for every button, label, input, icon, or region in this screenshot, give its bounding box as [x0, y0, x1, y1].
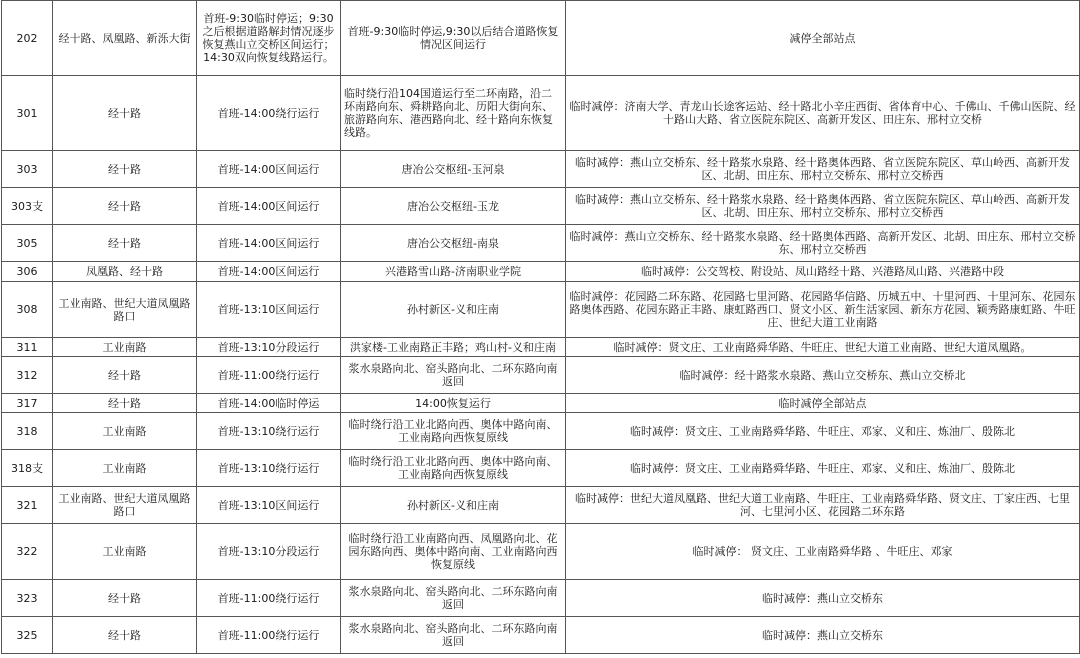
detour-plan: 临时绕行沿104国道运行至二环南路，沿二环南路向东、舜耕路向北、历阳大街向东、旅游路向东、港西路向北、经十路向东恢复线路。	[341, 76, 566, 151]
table-row	[2, 524, 1080, 580]
detour-plan: 临时绕行沿工业北路向西、奥体中路向南、工业南路向西恢复原线	[341, 413, 566, 450]
detour-plan: 临时绕行沿工业南路向西、凤凰路向北、花园东路向西、奥体中路向南、工业南路向西恢复原线	[341, 524, 566, 580]
affected-road: 经十路	[53, 357, 197, 394]
operation-schedule: 首班-13:10分段运行	[197, 524, 341, 580]
operation-schedule: 首班-14:00区间运行	[197, 151, 341, 188]
table-row	[2, 1, 1080, 76]
route-number: 305	[2, 225, 53, 262]
table-row	[2, 282, 1080, 338]
suspended-stops: 临时减停：燕山立交桥东、经十路浆水泉路、经十路奥体西路、高新开发区、北胡、田庄东、邢村立交桥东、邢村立交桥西	[566, 225, 1080, 262]
suspended-stops: 临时减停：花园路二环东路、花园路七里河路、花园路华信路、历城五中、十里河西、十里河东、花园东路奥体西路、花园东路正丰路、康虹路西口、贤文小区、新生活家园、新东方花园、颖秀路康虹路、牛旺庄、世纪大道工业南路	[566, 282, 1080, 338]
table-row	[2, 76, 1080, 151]
operation-schedule: 首班-13:10分段运行	[197, 338, 341, 357]
affected-road: 经十路	[53, 225, 197, 262]
detour-plan: 洪家楼-工业南路正丰路；鸡山村-义和庄南	[341, 338, 566, 357]
table-row	[2, 413, 1080, 450]
operation-schedule: 首班-13:10区间运行	[197, 282, 341, 338]
suspended-stops: 减停全部站点	[566, 1, 1080, 76]
detour-plan: 首班-9:30临时停运,9:30以后结合道路恢复情况区间运行	[341, 1, 566, 76]
route-number: 317	[2, 394, 53, 413]
operation-schedule: 首班-13:10区间运行	[197, 487, 341, 524]
operation-schedule: 首班-11:00绕行运行	[197, 357, 341, 394]
affected-road: 工业南路、世纪大道凤凰路路口	[53, 487, 197, 524]
table-row	[2, 487, 1080, 524]
bus-adjustment-table	[1, 0, 1080, 654]
suspended-stops: 临时减停：燕山立交桥东	[566, 617, 1080, 654]
detour-plan: 兴港路雪山路-济南职业学院	[341, 262, 566, 282]
affected-road: 工业南路、世纪大道凤凰路路口	[53, 282, 197, 338]
detour-plan: 唐冶公交枢纽-南泉	[341, 225, 566, 262]
affected-road: 经十路、凤凰路、新泺大街	[53, 1, 197, 76]
table-row	[2, 262, 1080, 282]
affected-road: 经十路	[53, 617, 197, 654]
route-number: 312	[2, 357, 53, 394]
detour-plan: 孙村新区-义和庄南	[341, 282, 566, 338]
operation-schedule: 首班-13:10绕行运行	[197, 450, 341, 487]
route-number: 325	[2, 617, 53, 654]
affected-road: 工业南路	[53, 338, 197, 357]
suspended-stops: 临时减停：贤文庄、工业南路舜华路、牛旺庄、世纪大道工业南路、世纪大道凤凰路。	[566, 338, 1080, 357]
affected-road: 经十路	[53, 394, 197, 413]
suspended-stops: 临时减停：公交驾校、附设站、凤山路经十路、兴港路凤山路、兴港路中段	[566, 262, 1080, 282]
table-row	[2, 338, 1080, 357]
detour-plan: 临时绕行沿工业北路向西、奥体中路向南、工业南路向西恢复原线	[341, 450, 566, 487]
route-number: 318	[2, 413, 53, 450]
route-number: 308	[2, 282, 53, 338]
suspended-stops: 临时减停：燕山立交桥东	[566, 580, 1080, 617]
table-row	[2, 394, 1080, 413]
table-row	[2, 580, 1080, 617]
affected-road: 工业南路	[53, 450, 197, 487]
route-number: 301	[2, 76, 53, 151]
affected-road: 凤凰路、经十路	[53, 262, 197, 282]
table-row	[2, 357, 1080, 394]
detour-plan: 唐冶公交枢纽-玉河泉	[341, 151, 566, 188]
operation-schedule: 首班-14:00区间运行	[197, 225, 341, 262]
detour-plan: 浆水泉路向北、窑头路向北、二环东路向南返回	[341, 357, 566, 394]
affected-road: 经十路	[53, 188, 197, 225]
detour-plan: 孙村新区-义和庄南	[341, 487, 566, 524]
route-number: 303	[2, 151, 53, 188]
table-row	[2, 225, 1080, 262]
operation-schedule: 首班-14:00区间运行	[197, 188, 341, 225]
operation-schedule: 首班-14:00临时停运	[197, 394, 341, 413]
detour-plan: 14:00恢复运行	[341, 394, 566, 413]
affected-road: 经十路	[53, 151, 197, 188]
affected-road: 经十路	[53, 76, 197, 151]
table-row	[2, 151, 1080, 188]
table-row	[2, 450, 1080, 487]
operation-schedule: 首班-14:00绕行运行	[197, 76, 341, 151]
route-number: 311	[2, 338, 53, 357]
suspended-stops: 临时减停：贤文庄、工业南路舜华路、牛旺庄、邓家、义和庄、炼油厂、殷陈北	[566, 413, 1080, 450]
table-row	[2, 188, 1080, 225]
suspended-stops: 临时减停：经十路浆水泉路、燕山立交桥东、燕山立交桥北	[566, 357, 1080, 394]
detour-plan: 浆水泉路向北、窑头路向北、二环东路向南返回	[341, 617, 566, 654]
operation-schedule: 首班-11:00绕行运行	[197, 617, 341, 654]
route-number: 306	[2, 262, 53, 282]
affected-road: 工业南路	[53, 524, 197, 580]
suspended-stops: 临时减停： 贤文庄、工业南路舜华路 、牛旺庄、邓家	[566, 524, 1080, 580]
route-number: 323	[2, 580, 53, 617]
suspended-stops: 临时减停全部站点	[566, 394, 1080, 413]
route-number: 202	[2, 1, 53, 76]
route-number: 318支	[2, 450, 53, 487]
suspended-stops: 临时减停：世纪大道凤凰路、世纪大道工业南路、牛旺庄、工业南路舜华路、贤文庄、丁家庄西、七里河、七里河小区、花园路二环东路	[566, 487, 1080, 524]
suspended-stops: 临时减停：燕山立交桥东、经十路浆水泉路、经十路奥体西路、省立医院东院区、草山岭西、高新开发区、北胡、田庄东、邢村立交桥东、邢村立交桥西	[566, 151, 1080, 188]
suspended-stops: 临时减停：贤文庄、工业南路舜华路、牛旺庄、邓家、义和庄、炼油厂、殷陈北	[566, 450, 1080, 487]
route-number: 322	[2, 524, 53, 580]
operation-schedule: 首班-11:00绕行运行	[197, 580, 341, 617]
route-number: 303支	[2, 188, 53, 225]
operation-schedule: 首班-13:10绕行运行	[197, 413, 341, 450]
detour-plan: 浆水泉路向北、窑头路向北、二环东路向南返回	[341, 580, 566, 617]
affected-road: 经十路	[53, 580, 197, 617]
suspended-stops: 临时减停：济南大学、青龙山长途客运站、经十路北小辛庄西街、省体育中心、千佛山、千佛山医院、经十路山大路、省立医院东院区、高新开发区、田庄东、邢村立交桥	[566, 76, 1080, 151]
route-number: 321	[2, 487, 53, 524]
detour-plan: 唐冶公交枢纽-玉龙	[341, 188, 566, 225]
operation-schedule: 首班-14:00区间运行	[197, 262, 341, 282]
table-row	[2, 617, 1080, 654]
operation-schedule: 首班-9:30临时停运；9:30之后根据道路解封情况逐步恢复燕山立交桥区间运行；14:30双向恢复线路运行。	[197, 1, 341, 76]
suspended-stops: 临时减停：燕山立交桥东、经十路浆水泉路、经十路奥体西路、省立医院东院区、草山岭西、高新开发区、北胡、田庄东、邢村立交桥东、邢村立交桥西	[566, 188, 1080, 225]
affected-road: 工业南路	[53, 413, 197, 450]
